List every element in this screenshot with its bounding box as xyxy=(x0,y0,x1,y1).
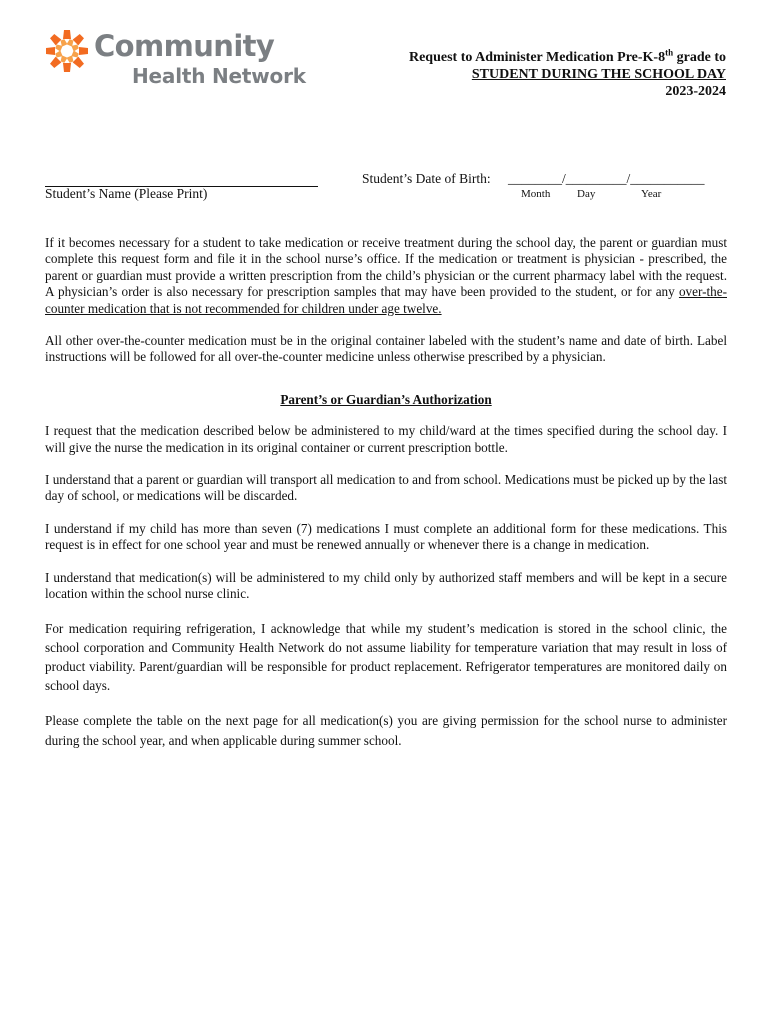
authorization-paragraph: Please complete the table on the next page for all medication(s) you are giving permission for the school nurse to administer during the school year, and when applicable during summer school. xyxy=(45,713,727,748)
authorization-paragraph: I understand that medication(s) will be administered to my child only by authorized staff members and will be kept in a secure location within the school nurse clinic. xyxy=(45,569,727,602)
form-content xyxy=(45,235,727,750)
student-name-label: Student’s Name (Please Print) xyxy=(45,186,208,201)
dob-month-label: Month xyxy=(521,188,551,200)
otc-under-twelve-note: over-the-counter medication that is not recommended for children under age twelve. xyxy=(45,284,727,316)
title-line-2: STUDENT DURING THE SCHOOL DAY xyxy=(471,67,726,82)
logo-word-health-network: Health Network xyxy=(132,64,306,88)
title-line-1: Request to Administer Medication Pre-K-8th grade to xyxy=(408,47,726,65)
dob-day-label: Day xyxy=(577,188,596,200)
authorization-paragraph: I request that the medication described below be administered to my child/ward at the times specified during the school day. I will give the nurse the medication in its original container or current prescription bottle. xyxy=(45,423,727,455)
authorization-heading: Parent’s or Guardian’s Authorization xyxy=(280,391,492,407)
authorization-paragraph: I understand that a parent or guardian will transport all medication to and from school. Medications must be picked up by the last day of school, or medications will be discarded. xyxy=(45,472,727,504)
dob-field[interactable]: ________/_________/___________ xyxy=(508,171,705,186)
authorization-paragraph: I understand if my child has more than seven (7) medications I must complete an additional form for these medications. This request is in effect for one school year and must be renewed annually or whenever there is a change in medication. xyxy=(45,520,727,553)
form-title xyxy=(346,49,726,100)
refrigeration-paragraph: For medication requiring refrigeration, I acknowledge that while my student’s medication is stored in the school clinic, the school corporation and Community Health Network do not assume liability for temperature variation that may result in loss of product viability. Parent/guardian will be responsible for product replacement. Refrigerator temperatures are monitored daily on school days. xyxy=(45,620,727,694)
title-year: 2023-2024 xyxy=(665,84,726,99)
intro-paragraph-2: All other over-the-counter medication must be in the original container labeled with the student’s name and date of birth. Label instructions will be followed for all over-the-counter medicine unless otherwise prescribed by a physician. xyxy=(45,333,727,365)
dob-year-label: Year xyxy=(641,188,662,200)
dob-label: Student’s Date of Birth: xyxy=(362,171,491,186)
logo-word-community: Community xyxy=(94,29,275,63)
intro-paragraph-1: If it becomes necessary for a student to take medication or receive treatment during the school day, the parent or guardian must complete this request form and file it in the school nurse’s office. If the medication or treatment is physician - prescribed, the parent or guardian must provide a written prescription from the child’s physician or the current pharmacy label with the request. A physician’s order is also necessary for prescription samples that may have been provided to the student, or for any over-the-counter medication that is not recommended for children under age twelve. xyxy=(45,235,727,316)
community-health-network-logo xyxy=(44,26,306,96)
starburst-icon xyxy=(44,28,90,74)
